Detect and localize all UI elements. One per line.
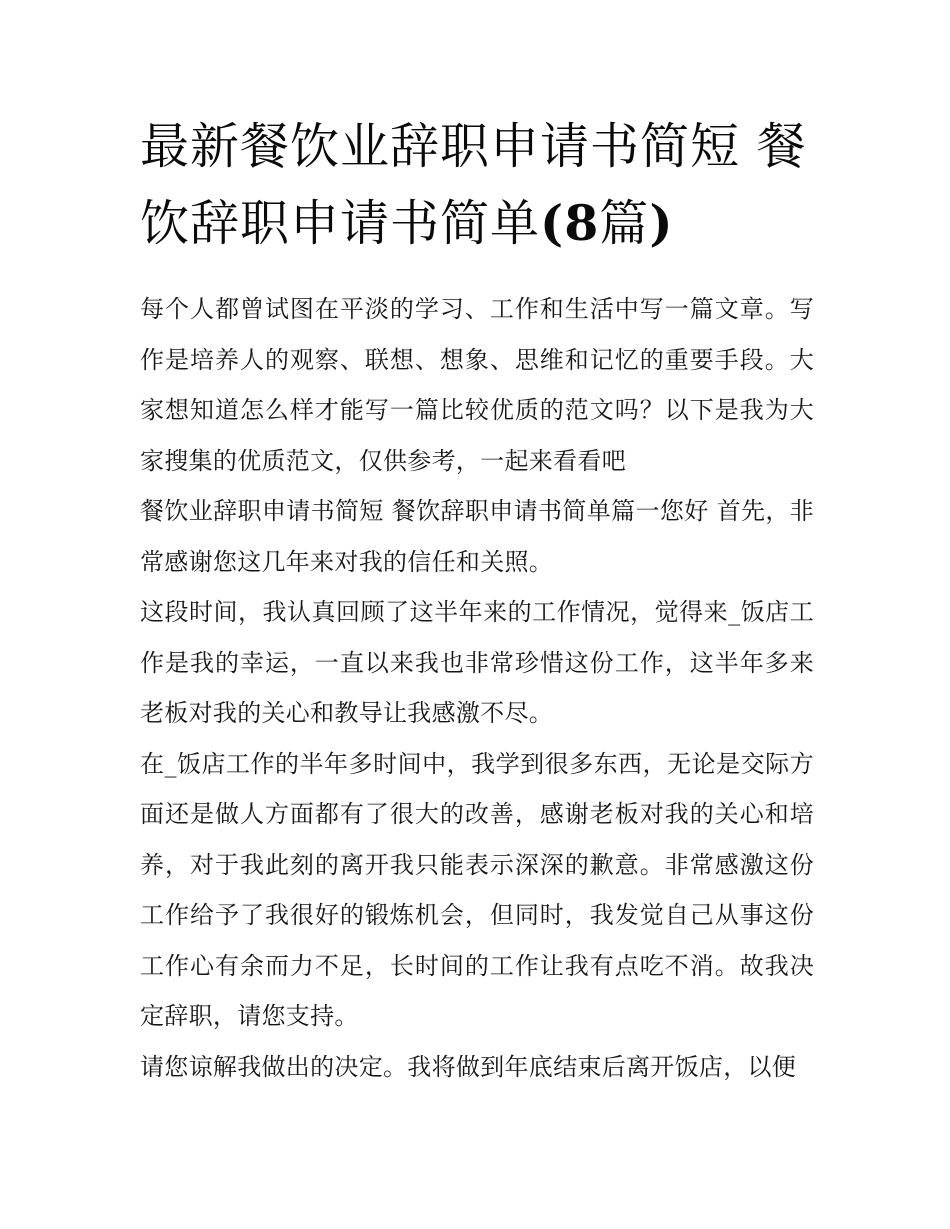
paragraph-review: 这段时间，我认真回顾了这半年来的工作情况，觉得来_饭店工作是我的幸运，一直以来我也非常珍惜这份工作，这半年多来老板对我的关心和教导让我感激不尽。 [140,598,814,727]
document-title: 最新餐饮业辞职申请书简短 餐饮辞职申请书简单(8篇) [140,118,807,252]
paragraph-intro: 每个人都曾试图在平淡的学习、工作和生活中写一篇文章。写作是培养人的观察、联想、想象、思维和记忆的重要手段。大家想知道怎么样才能写一篇比较优质的范文吗？以下是我为大家搜集的优质范文，仅供参考，一起来看看吧 [140,295,814,475]
paragraph-greeting: 餐饮业辞职申请书简短 餐饮辞职申请书简单篇一您好 首先，非常感谢您这几年来对我的信任和关照。 [140,497,814,576]
paragraph-experience: 在_饭店工作的半年多时间中，我学到很多东西，无论是交际方面还是做人方面都有了很大的改善，感谢老板对我的关心和培养，对于我此刻的离开我只能表示深深的歉意。非常感激这份工作给予了我很好的锻炼机会，但同时，我发觉自己从事这份工作心有余而力不足，长时间的工作让我有点吃不消。故我决定辞职，请您支持。 [140,749,814,1030]
paragraph-request: 请您谅解我做出的决定。我将做到年底结束后离开饭店，以便 [140,1052,797,1081]
